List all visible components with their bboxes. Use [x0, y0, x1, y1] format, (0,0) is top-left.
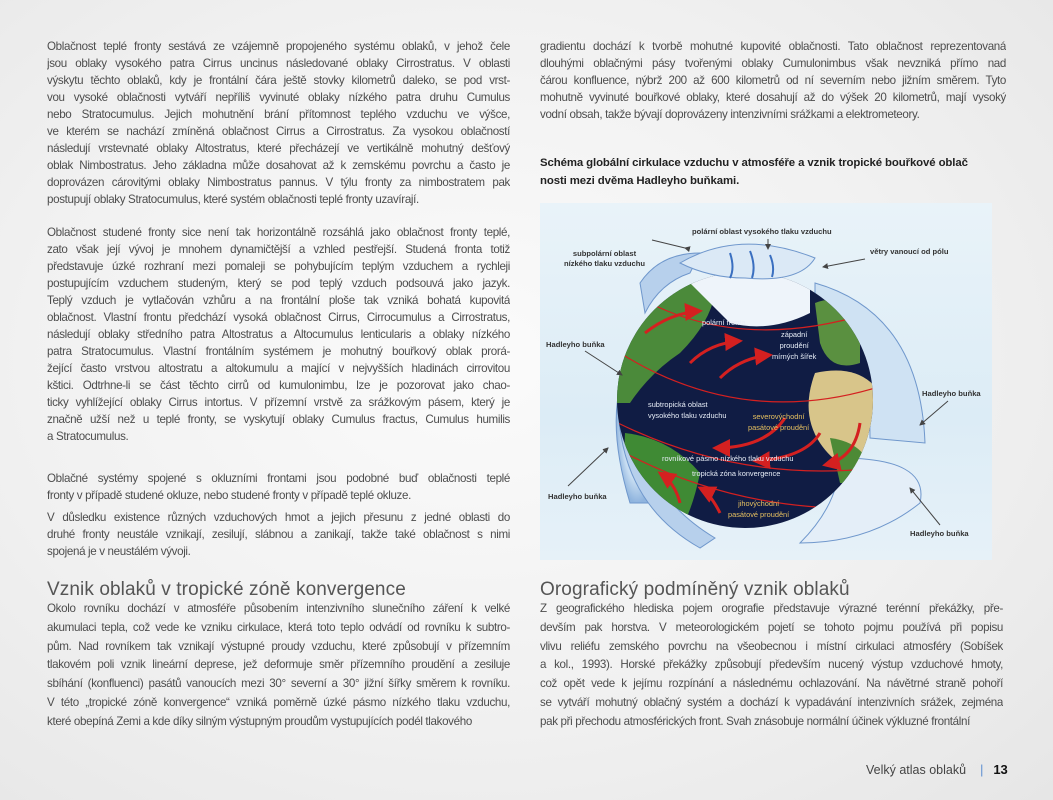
label-equatorial-low: rovníkové pásmo nízkého tlaku vzduchu	[662, 454, 794, 463]
label-polar-high: polární oblast vysokého tlaku vzduchu	[692, 227, 832, 236]
label-line: subpolární oblast	[572, 249, 637, 258]
section-heading-tropical: Vznik oblaků v tropické zóně konvergence	[47, 579, 406, 600]
text-line: a kol., 1993). Horské překážky způsobují především nucený výstup vzduchové hmoty,	[540, 658, 1003, 672]
label-polar-front: polární fronta	[702, 318, 746, 327]
text-line: postupujícím vzduchem studeným, který se pod teplý vzduch podsouvá jako jazyk.	[47, 277, 510, 290]
text-line: Oblačnost studené fronty sice není tak horizontálně rozsáhlá jako oblačnost fronty teplé,	[47, 226, 510, 239]
text-line: tlakovém poli vznik lineární deprese, jež deformuje směr přízemního proudění a zesiluje	[47, 658, 510, 672]
text-line: představuje úzké rozhraní mezi pomaleji se pohybujícím teplým vzduchem a rychleji	[47, 260, 510, 273]
label-line: severovýchodní	[752, 412, 805, 421]
right-paragraph-2	[540, 600, 1003, 732]
page-number: 13	[993, 762, 1008, 777]
text-line: oblak Nimbostratus. Jeho základna může dosahovat až k zemskému povrchu a často je	[47, 159, 510, 172]
label-hadley-bottom-left: Hadleyho buňka	[548, 492, 607, 501]
label-itcz: tropická zóna konvergence	[692, 469, 781, 478]
label-se-trades	[728, 498, 789, 520]
text-line: vlivu reliéfu zemského povrchu na všeobecnou i místní cirkulaci atmosféry (Sobíšek	[540, 639, 1003, 653]
text-line: Oblačnost teplé fronty sestává ze vzájemně propojeného systému oblaků, v jehož čele	[47, 40, 510, 53]
text-line: druhé fronty neustále vznikají, zesilují, slábnou a zanikají, takže také oblačnost s nimi	[47, 528, 510, 541]
label-line: pasátové proudění	[728, 510, 790, 519]
text-line: vou vysoké oblačnosti vytváří nepříliš vyvinuté oblaky nízkého patra druhu Cumulus	[47, 91, 510, 104]
text-line: a Stratocumulus.	[47, 430, 129, 443]
text-line: se vytváří mohutný oblačný systém a dochází k vypadávání intenzivních srážek, zejména	[540, 695, 1003, 709]
text-line: které obepíná Zemi a kde díky silným výstupným proudům vystupujících podél tlakového	[47, 714, 472, 728]
text-line: nebo Stratocumulus. Jejich mohutnění brání přítomnost teplého vzduchu ve výšce,	[47, 108, 510, 121]
book-title: Velký atlas oblaků	[866, 763, 967, 777]
label-line: jihovýchodní	[738, 499, 780, 508]
text-line: doprovázen cárovitými oblaky Nimbostratus pannus. V týlu fronty za nimbostratem pak	[47, 176, 510, 189]
label-subpolar-low	[564, 249, 645, 269]
left-paragraph-3	[47, 470, 510, 504]
left-paragraph-2	[47, 224, 510, 445]
right-paragraph-1	[540, 38, 1006, 123]
label-line: proudění	[779, 341, 809, 350]
polar-cell	[680, 244, 815, 279]
text-line: čárou konfluence, nýbrž 200 až 600 kilometrů od ní severním nebo jižním směrem. Tyto	[540, 74, 1006, 87]
text-line: jsou oblaky vysokého patra Cirrus uncinus následované oblaky Cirrostratus. V oblasti	[47, 57, 510, 70]
text-line: zato však její vývoj je mnohem dynamičtější a vzhled pestřejší. Studená fronta totiž	[47, 243, 510, 256]
text-line: gradientu dochází k tvorbě mohutné kupovité oblačnosti. Tato oblačnost reprezentovaná	[540, 40, 1006, 53]
label-line: nízkého tlaku vzduchu	[564, 259, 646, 268]
text-line: patra Stratocumulus. Vlastní frontálním systémem je mohutný bouřkový oblak prorá-	[47, 345, 510, 358]
text-line: což opět vede k jejímu rozpínání a následnému ochlazování. Na návětrné straně pohoří	[540, 677, 1003, 691]
footer-separator: |	[980, 763, 984, 777]
label-line: západní	[781, 330, 808, 339]
section-heading-orographic: Orografický podmíněný vznik oblaků	[540, 579, 850, 600]
text-line: Oblačné systémy spojené s okluzními frontami jsou podobné buď oblačnosti teplé	[47, 472, 510, 485]
text-line: pům. Nad rovníkem tak vznikají výstupné proudy vzduchu, které způsobují v přízemním	[47, 639, 510, 653]
text-line: sbíhání (konfluenci) pasátů vanoucích mezi 30° severní a 30° jižní šířky směrem k rovníku.	[47, 677, 510, 691]
text-line: postupují oblaky Stratocumulus, které systém oblačnosti teplé fronty uzavírají.	[47, 193, 419, 206]
text-line: fronty v případě studené okluze, nebo studené fronty v případě teplé okluze.	[47, 489, 411, 502]
text-line: značně užší než u teplé fronty, se vyskytují oblaky Cumulus fractus, Cumulus humilis	[47, 413, 510, 426]
page-footer	[866, 762, 1008, 777]
text-line: následují oblaky středního patra Altostratus a Altocumulus lenticularis a oblaky nízkého	[47, 328, 510, 341]
label-hadley-bottom-right: Hadleyho buňka	[910, 529, 969, 538]
text-line: výskytu těchto oblaků, kdy je frontální čára ještě stovky kilometrů daleko, se pod vrst-	[47, 74, 510, 87]
text-line: devším pak horstva. V meteorologickém pojetí se tohoto pojmu používá při popisu	[540, 620, 1003, 634]
label-hadley-right: Hadleyho buňka	[922, 389, 981, 398]
text-line: Z geografického hlediska pojem orografie představuje výrazné terénní překážky, pře-	[540, 602, 1003, 615]
text-line: kštici. Odtrhne-li se část těchto cirrů od kumulonimbu, lze je pozorovat jako chao-	[47, 379, 510, 392]
label-ne-trades	[748, 411, 809, 433]
label-hadley-left: Hadleyho buňka	[546, 340, 605, 349]
text-line: žející často vrstvou altostratu a altokumulu a mající v nejvyšších hladinách cirrovitou	[47, 362, 510, 375]
figure-caption: Schéma globální cirkulace vzduchu v atmosféře a vznik tropické bouřkové oblač nosti mezi dvěma Hadleyho buňkami.	[540, 157, 968, 187]
text-line: oblačnost. Vlastní frontu předchází vysoká oblačnost Cirrus, Cirrocumulus a Cirrostratus,	[47, 311, 510, 324]
text-line: V této „tropické zóně konvergence“ vzniká poměrně úzké pásmo nízkého tlaku vzduchu,	[47, 695, 510, 709]
text-line: ticky vyhlížející oblaky Cirrus intortus. V přízemní vrstvě za srážkovým pásem, který je	[47, 396, 510, 409]
text-line: dlouhými oblačnými pásy tvořenými oblaky Cumulonimbus však nevzniká přímo nad	[540, 57, 1006, 70]
text-line: Teplý vzduch je vytlačován vzhůru a na frontální ploše tak vzniká bohatá kupovitá	[47, 294, 510, 307]
left-paragraph-1	[47, 38, 510, 208]
label-line: pasátové proudění	[748, 423, 810, 432]
circulation-diagram	[540, 203, 992, 560]
text-line: následují vrstevnaté oblaky Altostratus, které přecházejí ve vertikálně mohutný dešťový	[47, 142, 510, 155]
label-line: mírných šířek	[772, 352, 817, 361]
text-line: vodní obsah, takže bývají doprovázeny intenzivními srážkami a elektrometeory.	[540, 108, 920, 121]
text-line: akumulaci tepla, což vede ke vzniku cirkulace, která toto teplo odvádí od rovníku k subtro-	[47, 620, 510, 634]
label-subtropical-high	[648, 399, 726, 421]
left-paragraph-5	[47, 600, 510, 732]
label-line: subtropická oblast	[648, 400, 708, 409]
text-line: ve kterém se nachází zmíněná oblačnost Cirrus a Cirrostratus. Za vysokou oblačností	[47, 125, 510, 138]
text-line: mohutně vyvinuté bouřkové oblaky, které dosahují až do výšek 20 kilometrů, mají vysoký	[540, 91, 1006, 104]
label-line: vysokého tlaku vzduchu	[648, 411, 727, 420]
label-westerlies	[772, 329, 816, 362]
text-line: V důsledku existence různých vzduchových hmot a jejich přesunu z jedné oblasti do	[47, 511, 510, 524]
label-polar-winds: větry vanoucí od pólu	[870, 247, 949, 256]
text-line: pak při přechodu atmosférických front. Svah znásobuje normální účinek výkluzné frontální	[540, 714, 970, 728]
text-line: spojená je v neustálém vývoji.	[47, 545, 191, 558]
left-paragraph-4	[47, 509, 510, 560]
text-line: Okolo rovníku dochází v atmosféře působením intenzivního slunečního záření k velké	[47, 602, 510, 615]
